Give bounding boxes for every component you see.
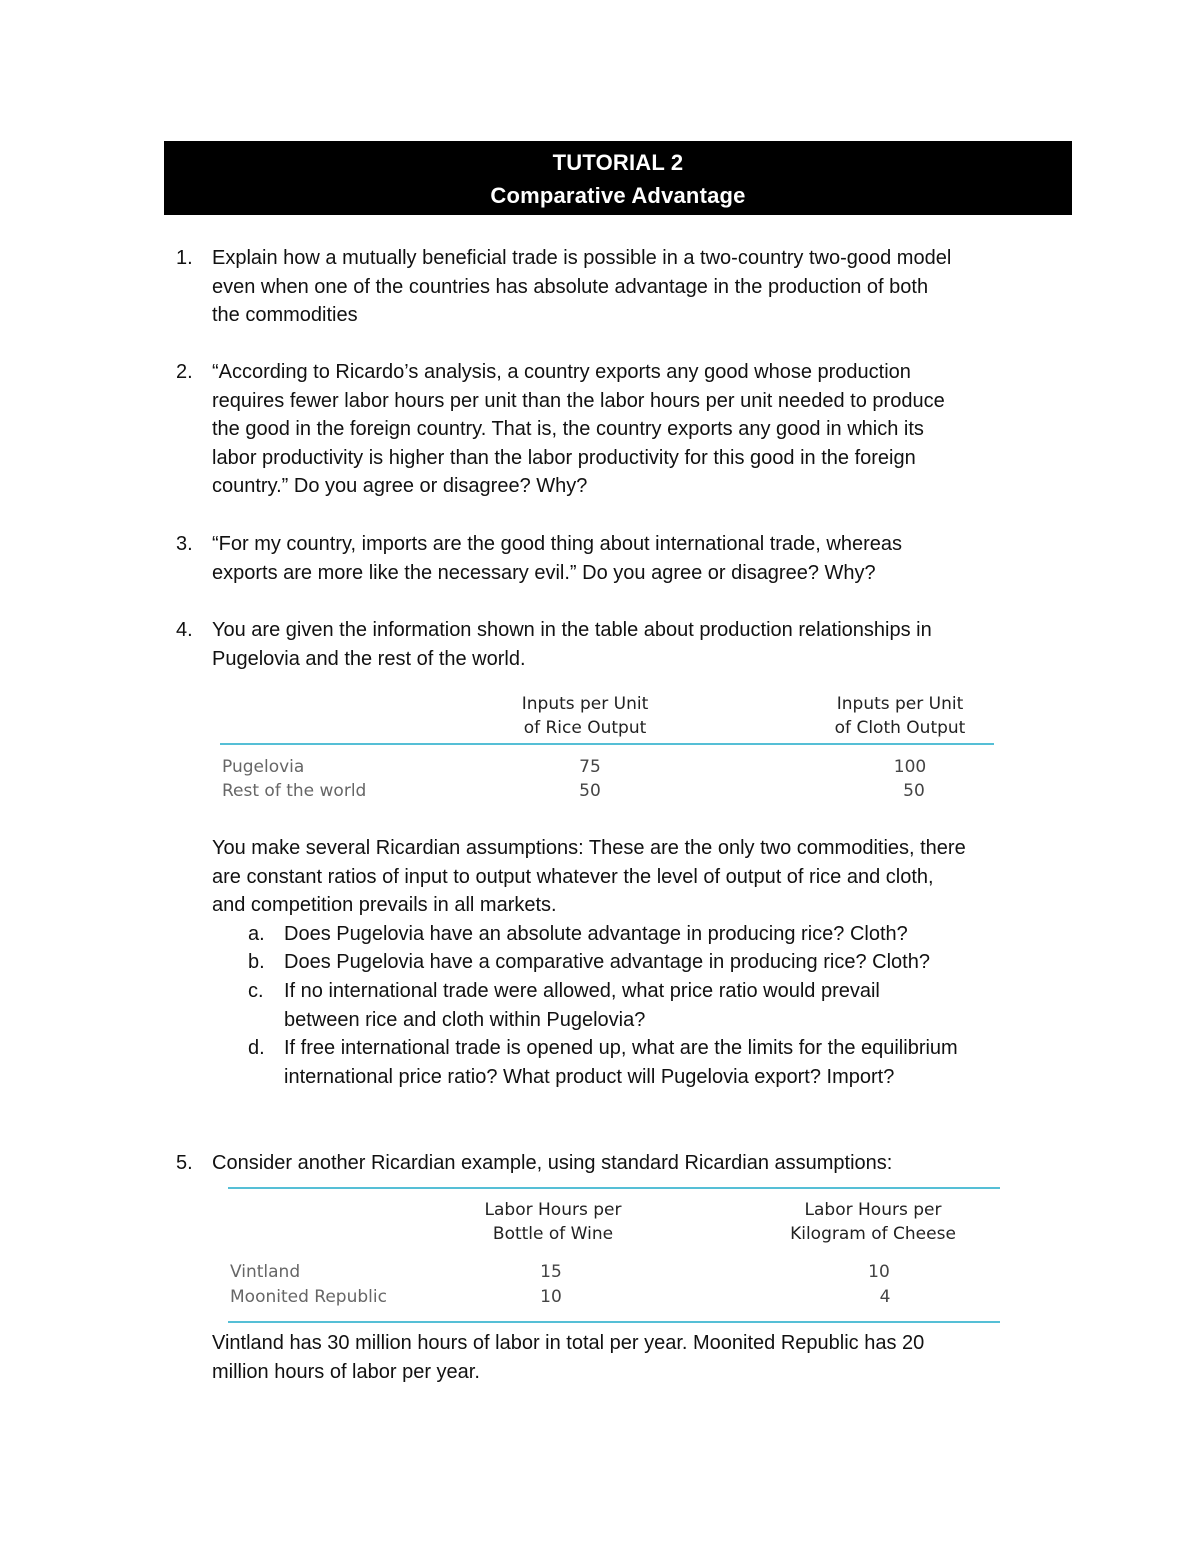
table-cell: 50: [903, 781, 925, 801]
rice-cloth-table: [220, 690, 1000, 810]
assumption-text-line: are constant ratios of input to output whatever the level of output of rice and cloth,: [212, 865, 934, 888]
tutorial-title: TUTORIAL 2: [552, 150, 684, 175]
question-text-line: Consider another Ricardian example, using standard Ricardian assumptions:: [212, 1152, 893, 1174]
question-text-line: labor productivity is higher than the labor productivity for this good in the foreign: [212, 446, 916, 469]
assumption-text-line: You make several Ricardian assumptions: These are the only two commodities, there: [212, 837, 966, 859]
question-text-line: requires fewer labor hours per unit than the labor hours per unit needed to produce: [212, 389, 945, 412]
question-text-line: exports are more like the necessary evil.” Do you agree or disagree? Why?: [212, 561, 876, 584]
table-cell: 15: [540, 1262, 562, 1282]
table-row-label: Rest of the world: [222, 781, 367, 801]
question-number: 5.: [176, 1152, 193, 1174]
question-text-line: You are given the information shown in the table about production relationships in: [212, 619, 932, 641]
question-number: 2.: [176, 361, 193, 383]
question-4-continued: [176, 834, 1056, 1091]
table-row-label: Moonited Republic: [230, 1287, 387, 1307]
question-text-line: Vintland has 30 million hours of labor in total per year. Moonited Republic has 20: [212, 1332, 925, 1354]
question-text-line: the good in the foreign country. That is, the country exports any good in which its: [212, 418, 924, 441]
question-text-line: “According to Ricardo’s analysis, a country exports any good whose production: [212, 361, 911, 383]
table-bottom-rule: [228, 1321, 1000, 1323]
question-5-continued: [176, 1329, 1056, 1386]
sub-question-letter: b.: [248, 951, 265, 974]
question-text-line: even when one of the countries has absolute advantage in the production of both: [212, 275, 929, 298]
table-cell: 10: [868, 1262, 890, 1282]
question-number: 4.: [176, 619, 193, 641]
question-number: 3.: [176, 533, 193, 555]
question-5: [176, 1149, 1056, 1178]
table-cell: 75: [579, 757, 601, 777]
cheese-column-header: Labor Hours per Kilogram of Cheese: [790, 1200, 956, 1244]
table-cell: 4: [879, 1287, 891, 1307]
sub-question-a: a. Does Pugelovia have an absolute advantage in producing rice? Cloth?: [248, 920, 1056, 949]
table-cell: 50: [579, 781, 601, 801]
question-number: 1.: [176, 247, 193, 269]
question-2: [176, 358, 1056, 501]
question-text-line: Pugelovia and the rest of the world.: [212, 647, 526, 670]
question-4: [176, 616, 1056, 673]
tutorial-subtitle: Comparative Advantage: [490, 183, 746, 208]
table-cell: 100: [893, 757, 927, 777]
question-text-line: country.” Do you agree or disagree? Why?: [212, 475, 588, 498]
sub-question-b: b. Does Pugelovia have a comparative advantage in producing rice? Cloth?: [248, 948, 1056, 977]
assumption-text-line: and competition prevails in all markets.: [212, 894, 557, 917]
rice-column-header: Inputs per Unit of Rice Output: [521, 694, 649, 738]
question-3: [176, 530, 1056, 587]
question-text-line: million hours of labor per year.: [212, 1360, 480, 1383]
wine-column-header: Labor Hours per Bottle of Wine: [484, 1200, 622, 1244]
wine-cheese-table: [228, 1187, 1008, 1327]
question-text-line: “For my country, imports are the good thing about international trade, whereas: [212, 533, 902, 555]
sub-question-letter: d.: [248, 1037, 265, 1060]
table-cell: 10: [540, 1287, 562, 1307]
table-top-rule: [228, 1187, 1000, 1189]
sub-question-letter: a.: [248, 922, 265, 945]
sub-question-c: c. If no international trade were allowed, what price ratio would prevail between rice and cloth within Pugelovia?: [248, 977, 1056, 1034]
cloth-column-header: Inputs per Unit of Cloth Output: [834, 694, 966, 738]
question-text-line: Explain how a mutually beneficial trade is possible in a two-country two-good model: [212, 247, 952, 269]
table-row-label: Pugelovia: [222, 757, 305, 777]
title-banner: [164, 141, 1072, 215]
question-text-line: the commodities: [212, 304, 358, 327]
sub-question-d: d. If free international trade is opened up, what are the limits for the equilibrium international price ratio? What product will Pugelovia export? Import?: [248, 1034, 1056, 1091]
question-1: [176, 244, 1056, 330]
sub-question-letter: c.: [248, 979, 264, 1002]
table-row-label: Vintland: [230, 1262, 301, 1282]
table-header-rule: [220, 743, 994, 745]
